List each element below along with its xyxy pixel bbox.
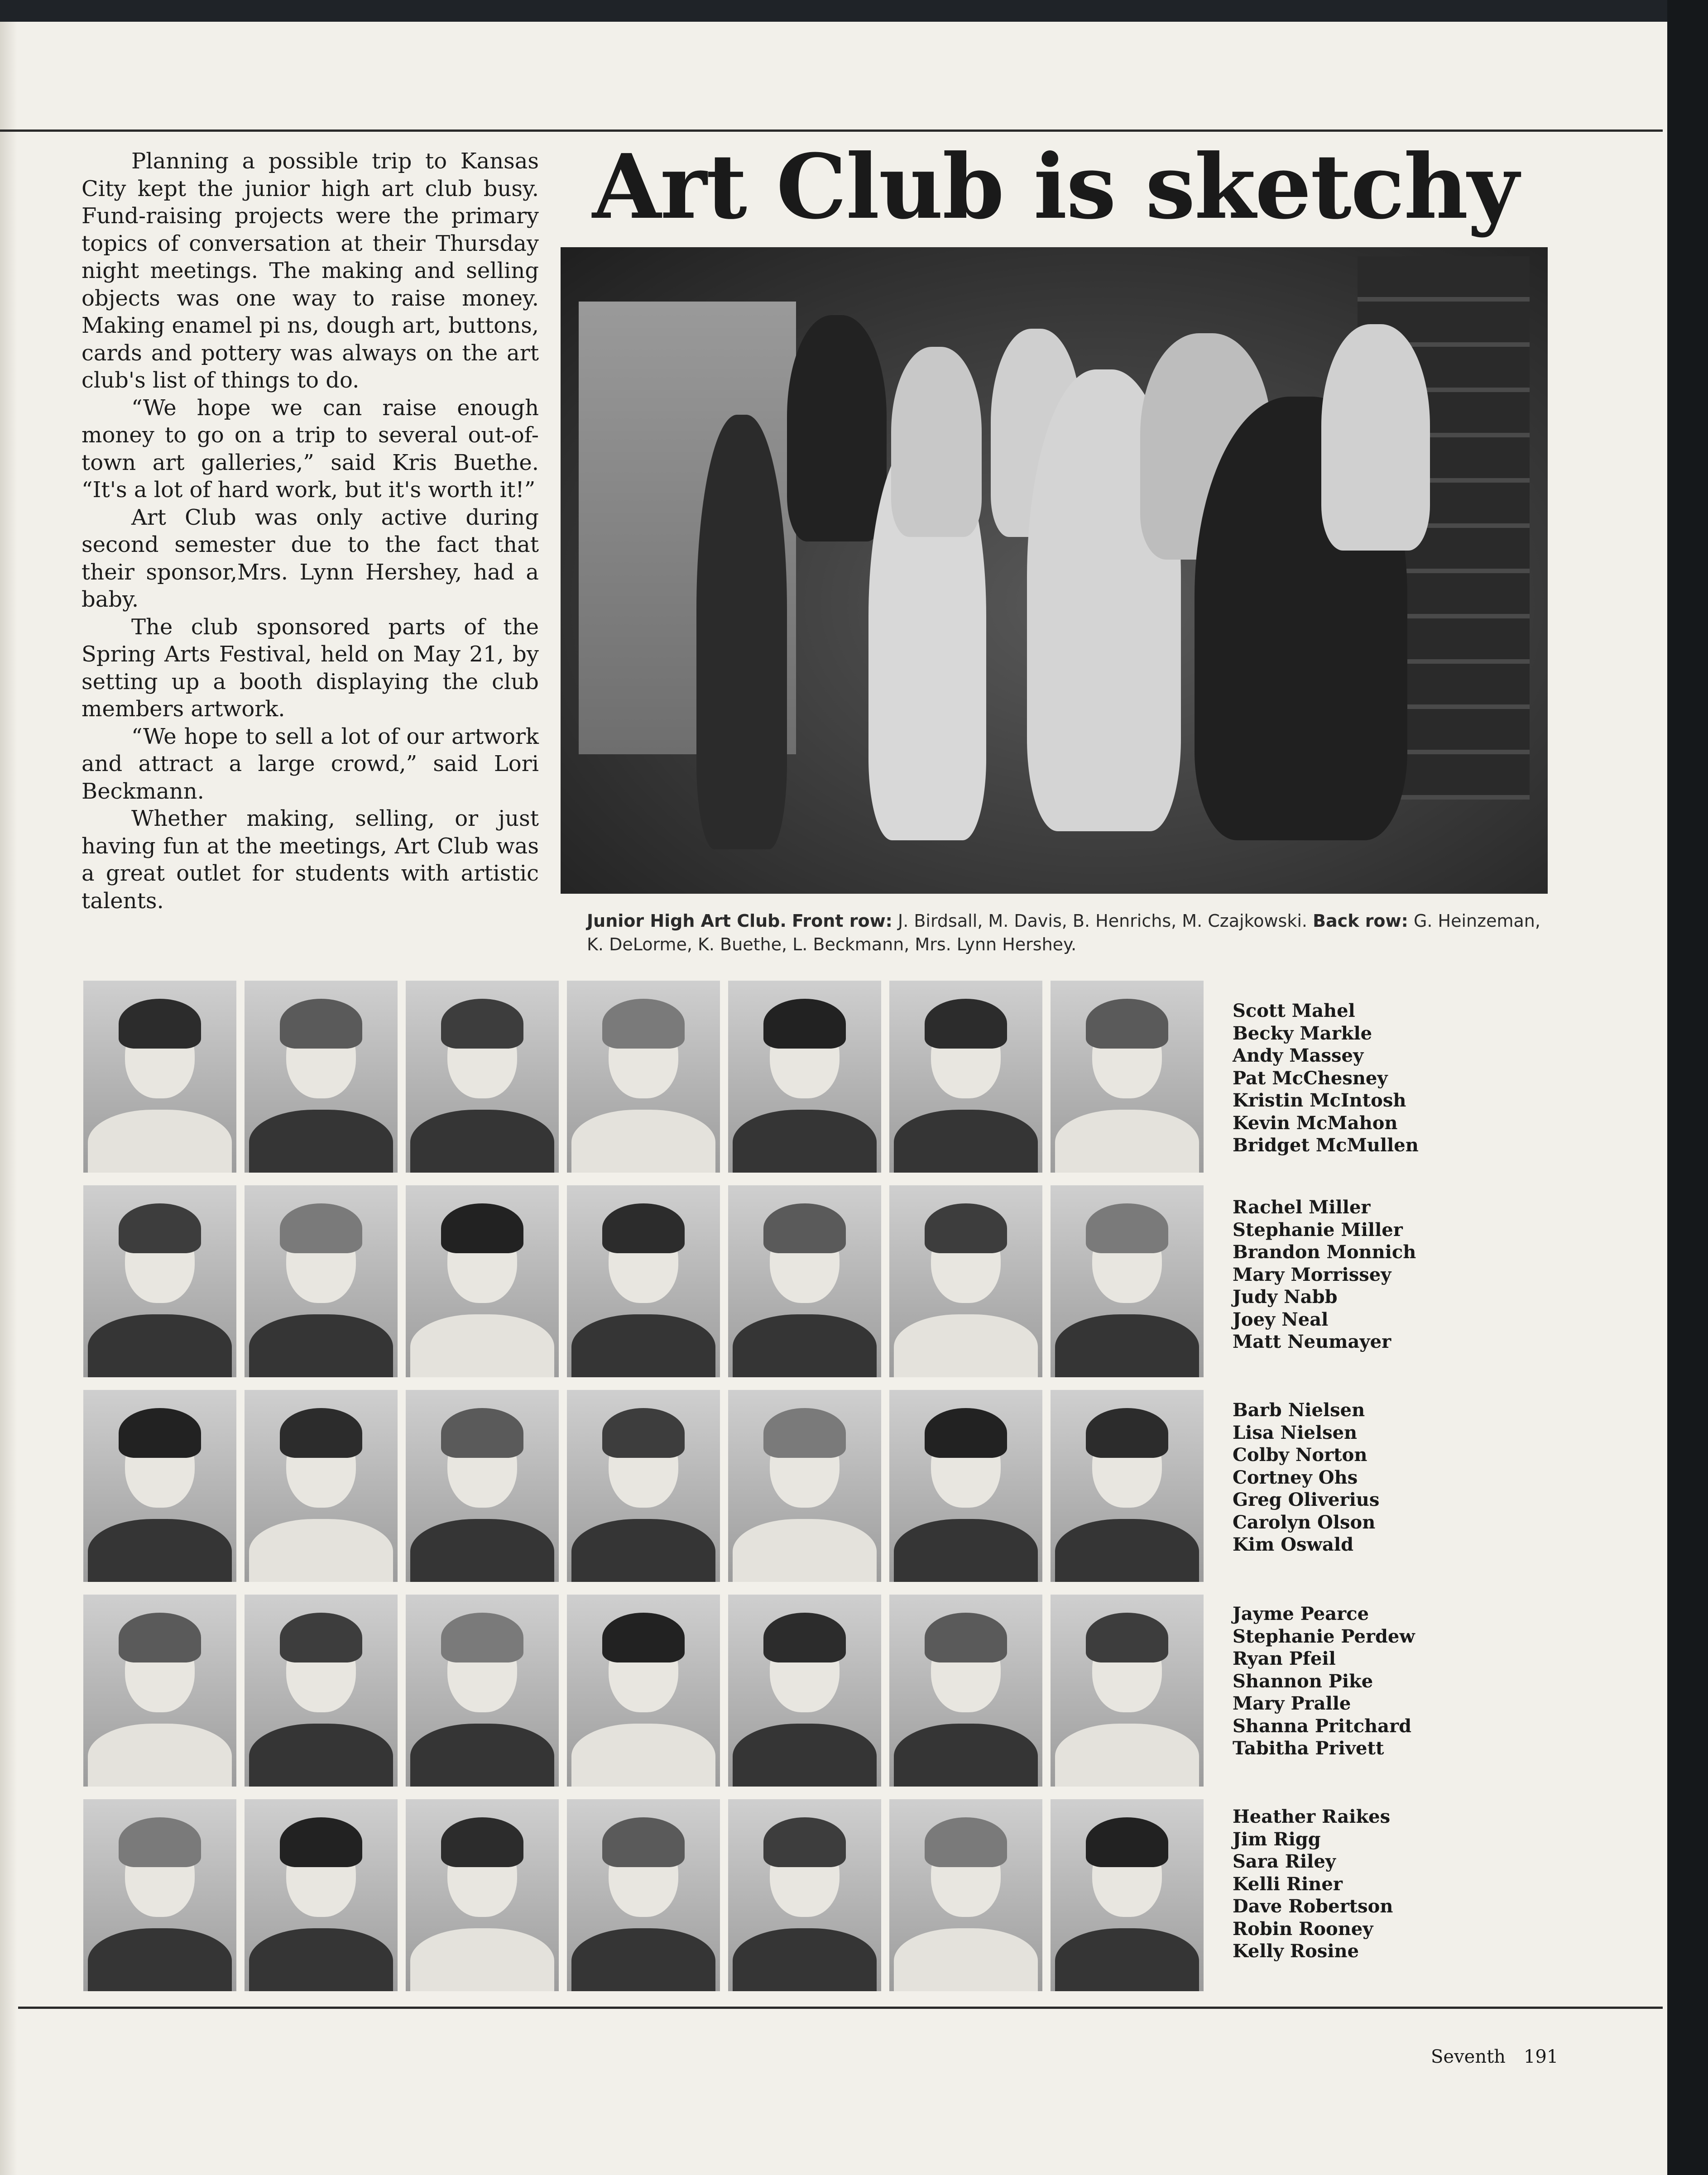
portrait-hair — [763, 999, 846, 1049]
student-portrait — [245, 1185, 398, 1377]
story-paragraph: Planning a possible trip to Kansas City kept the junior high art club busy. Fund-raising projects were the primary topics of conversation at their Thursday night meetings. The making and selling objects was one way to raise money. Making enamel pi ns, dough art, buttons, cards and pottery was always on the art club's list of things to do. — [82, 149, 539, 393]
student-name: Dave Robertson — [1233, 1896, 1393, 1917]
portrait-hair — [280, 1613, 362, 1662]
student-name: Joey Neal — [1233, 1308, 1329, 1330]
student-name: Scott Mahel — [1233, 1000, 1355, 1021]
student-name: Heather Raikes — [1233, 1806, 1391, 1827]
portrait-shoulders — [571, 1724, 715, 1787]
story-paragraph: Art Club was only active during second semester due to the fact that their sponsor,Mrs. Lynn Hershey, had a baby. — [82, 504, 539, 612]
portrait-shoulders — [249, 1110, 393, 1173]
portrait-hair — [119, 1817, 201, 1867]
back-row-label: Back row: — [1313, 911, 1408, 931]
portrait-shoulders — [88, 1724, 232, 1787]
student-portrait — [245, 981, 398, 1173]
name-list-row-5 — [1233, 1806, 1468, 1963]
portrait-hair — [925, 1613, 1007, 1662]
portrait-shoulders — [410, 1314, 554, 1377]
student-name: Robin Rooney — [1233, 1918, 1373, 1940]
portrait-hair — [280, 1408, 362, 1458]
student-portrait — [406, 1185, 559, 1377]
student-name: Jim Rigg — [1233, 1828, 1321, 1850]
portrait-hair — [441, 999, 523, 1049]
portrait-shoulders — [894, 1519, 1038, 1582]
portrait-hair — [280, 1203, 362, 1253]
story-paragraph: “We hope we can raise enough money to go on a trip to several out-of-town art galleries,” said Kris Buethe. “It's a lot of hard work, but it's worth it!” — [82, 395, 539, 503]
portrait-hair — [602, 1408, 685, 1458]
art-club-group-photo — [561, 247, 1548, 894]
student-portrait — [889, 1595, 1042, 1787]
story-paragraph: The club sponsored parts of the Spring Arts Festival, held on May 21, by setting up a booth displaying the club members artwork. — [82, 614, 539, 722]
page-headline: Art Club is sketchy — [592, 135, 1518, 239]
name-list-row-3 — [1233, 1399, 1468, 1556]
student-portrait — [83, 1595, 236, 1787]
story-paragraph: Whether making, selling, or just having fun at the meetings, Art Club was a great outlet for students with artistic talents. — [82, 806, 539, 914]
student-name: Cortney Ohs — [1233, 1466, 1358, 1488]
name-list-row-2 — [1233, 1196, 1468, 1353]
portrait-shoulders — [571, 1110, 715, 1173]
portrait-shoulders — [410, 1928, 554, 1991]
portrait-shoulders — [1055, 1314, 1199, 1377]
student-portrait — [1051, 1799, 1204, 1991]
student-name: Greg Oliverius — [1233, 1489, 1380, 1510]
student-name: Kelli Riner — [1233, 1873, 1343, 1895]
student-name: Mary Pralle — [1233, 1693, 1351, 1714]
name-list-row-4 — [1233, 1603, 1468, 1760]
portrait-shoulders — [249, 1724, 393, 1787]
portrait-shoulders — [88, 1519, 232, 1582]
student-portrait — [406, 981, 559, 1173]
portrait-shoulders — [1055, 1724, 1199, 1787]
student-portrait — [1051, 1595, 1204, 1787]
portrait-hair — [602, 1203, 685, 1253]
portrait-shoulders — [1055, 1110, 1199, 1173]
portrait-shoulders — [733, 1724, 877, 1787]
student-portrait — [889, 1185, 1042, 1377]
portrait-hair — [119, 999, 201, 1049]
student-portrait — [245, 1595, 398, 1787]
portrait-shoulders — [249, 1928, 393, 1991]
student-portrait — [728, 1390, 881, 1582]
portrait-shoulders — [733, 1928, 877, 1991]
student-name: Stephanie Perdew — [1233, 1625, 1415, 1647]
portrait-shoulders — [249, 1314, 393, 1377]
student-name: Ryan Pfeil — [1233, 1648, 1336, 1669]
student-portrait — [1051, 1185, 1204, 1377]
portrait-hair — [1086, 1613, 1168, 1662]
story-text — [82, 148, 539, 915]
portrait-hair — [1086, 1817, 1168, 1867]
portrait-hair — [602, 1817, 685, 1867]
portrait-hair — [925, 999, 1007, 1049]
student-portrait — [406, 1799, 559, 1991]
student-portrait — [83, 1390, 236, 1582]
book-binding-edge — [1667, 0, 1708, 2175]
portrait-shoulders — [1055, 1519, 1199, 1582]
student-name: Carolyn Olson — [1233, 1511, 1376, 1533]
student-name: Kristin McIntosh — [1233, 1090, 1406, 1111]
front-row-label: Front row: — [792, 911, 892, 931]
story-paragraph: “We hope to sell a lot of our artwork and attract a large crowd,” said Lori Beckmann. — [82, 723, 539, 804]
student-name: Shannon Pike — [1233, 1670, 1373, 1692]
portrait-hair — [763, 1203, 846, 1253]
portrait-hair — [763, 1817, 846, 1867]
photo-person — [696, 415, 787, 849]
student-portrait — [406, 1595, 559, 1787]
student-portrait-grid — [83, 981, 1210, 1995]
portrait-shoulders — [733, 1519, 877, 1582]
portrait-shoulders — [894, 1724, 1038, 1787]
student-name: Bridget McMullen — [1233, 1135, 1419, 1156]
student-name: Kevin McMahon — [1233, 1112, 1398, 1134]
student-name: Brandon Monnich — [1233, 1241, 1416, 1263]
student-name: Matt Neumayer — [1233, 1331, 1391, 1352]
portrait-hair — [1086, 999, 1168, 1049]
portrait-hair — [925, 1817, 1007, 1867]
portrait-shoulders — [733, 1314, 877, 1377]
portrait-hair — [763, 1613, 846, 1662]
portrait-hair — [1086, 1408, 1168, 1458]
portrait-hair — [602, 1613, 685, 1662]
portrait-shoulders — [1055, 1928, 1199, 1991]
photo-person — [891, 347, 982, 537]
portrait-shoulders — [894, 1314, 1038, 1377]
portrait-shoulders — [88, 1928, 232, 1991]
student-portrait — [567, 1595, 720, 1787]
portrait-shoulders — [88, 1110, 232, 1173]
student-name: Colby Norton — [1233, 1444, 1367, 1466]
student-name: Jayme Pearce — [1233, 1603, 1369, 1624]
student-name: Mary Morrissey — [1233, 1264, 1391, 1285]
student-name: Rachel Miller — [1233, 1197, 1371, 1218]
portrait-shoulders — [410, 1519, 554, 1582]
student-portrait — [245, 1390, 398, 1582]
portrait-shoulders — [88, 1314, 232, 1377]
portrait-shoulders — [410, 1110, 554, 1173]
student-portrait — [83, 981, 236, 1173]
portrait-hair — [1086, 1203, 1168, 1253]
name-list-row-1 — [1233, 1000, 1468, 1157]
portrait-hair — [441, 1408, 523, 1458]
portrait-shoulders — [249, 1519, 393, 1582]
photo-person — [1321, 324, 1430, 551]
page-number: 191 — [1523, 2046, 1559, 2067]
student-name: Lisa Nielsen — [1233, 1422, 1358, 1443]
portrait-shoulders — [410, 1724, 554, 1787]
student-portrait — [728, 1595, 881, 1787]
top-rule — [0, 129, 1663, 132]
portrait-hair — [925, 1408, 1007, 1458]
portrait-hair — [441, 1613, 523, 1662]
portrait-shoulders — [571, 1519, 715, 1582]
student-portrait — [728, 981, 881, 1173]
caption-title: Junior High Art Club. — [587, 911, 787, 931]
student-portrait — [83, 1799, 236, 1991]
portrait-hair — [763, 1408, 846, 1458]
student-name: Andy Massey — [1233, 1045, 1364, 1066]
student-name: Sara Riley — [1233, 1851, 1336, 1872]
student-name: Tabitha Privett — [1233, 1738, 1384, 1759]
portrait-shoulders — [894, 1928, 1038, 1991]
student-name: Shanna Pritchard — [1233, 1715, 1412, 1737]
student-name: Barb Nielsen — [1233, 1399, 1365, 1421]
portrait-hair — [441, 1203, 523, 1253]
front-row-names: J. Birdsall, M. Davis, B. Henrichs, M. Czajkowski. — [897, 911, 1307, 931]
student-name: Becky Markle — [1233, 1022, 1372, 1044]
portrait-hair — [119, 1613, 201, 1662]
bottom-rule — [18, 2007, 1663, 2009]
portrait-hair — [602, 999, 685, 1049]
student-portrait — [567, 1799, 720, 1991]
student-name: Judy Nabb — [1233, 1286, 1338, 1308]
student-portrait — [567, 1185, 720, 1377]
portrait-shoulders — [894, 1110, 1038, 1173]
portrait-hair — [441, 1817, 523, 1867]
student-name: Pat McChesney — [1233, 1067, 1388, 1089]
portrait-hair — [925, 1203, 1007, 1253]
student-name: Kelly Rosine — [1233, 1940, 1359, 1962]
student-portrait — [889, 981, 1042, 1173]
folio-section: Seventh — [1431, 2046, 1506, 2067]
portrait-hair — [280, 1817, 362, 1867]
portrait-hair — [280, 999, 362, 1049]
student-portrait — [889, 1799, 1042, 1991]
page-folio — [1431, 2046, 1558, 2067]
student-portrait — [83, 1185, 236, 1377]
portrait-shoulders — [571, 1928, 715, 1991]
portrait-shoulders — [571, 1314, 715, 1377]
student-portrait — [1051, 1390, 1204, 1582]
back-row-names: G. Heinzeman, K. DeLorme, K. Buethe, L. Beckmann, Mrs. Lynn Hershey. — [587, 911, 1540, 954]
student-portrait — [245, 1799, 398, 1991]
student-name: Stephanie Miller — [1233, 1219, 1403, 1241]
photo-person — [787, 315, 887, 541]
student-name: Kim Oswald — [1233, 1534, 1354, 1555]
page-gutter-shadow — [0, 22, 17, 2175]
portrait-hair — [119, 1203, 201, 1253]
group-photo-caption — [587, 909, 1551, 956]
portrait-shoulders — [733, 1110, 877, 1173]
student-portrait — [567, 981, 720, 1173]
student-portrait — [567, 1390, 720, 1582]
student-portrait — [1051, 981, 1204, 1173]
student-portrait — [728, 1185, 881, 1377]
student-portrait — [728, 1799, 881, 1991]
student-portrait — [889, 1390, 1042, 1582]
portrait-hair — [119, 1408, 201, 1458]
student-portrait — [406, 1390, 559, 1582]
